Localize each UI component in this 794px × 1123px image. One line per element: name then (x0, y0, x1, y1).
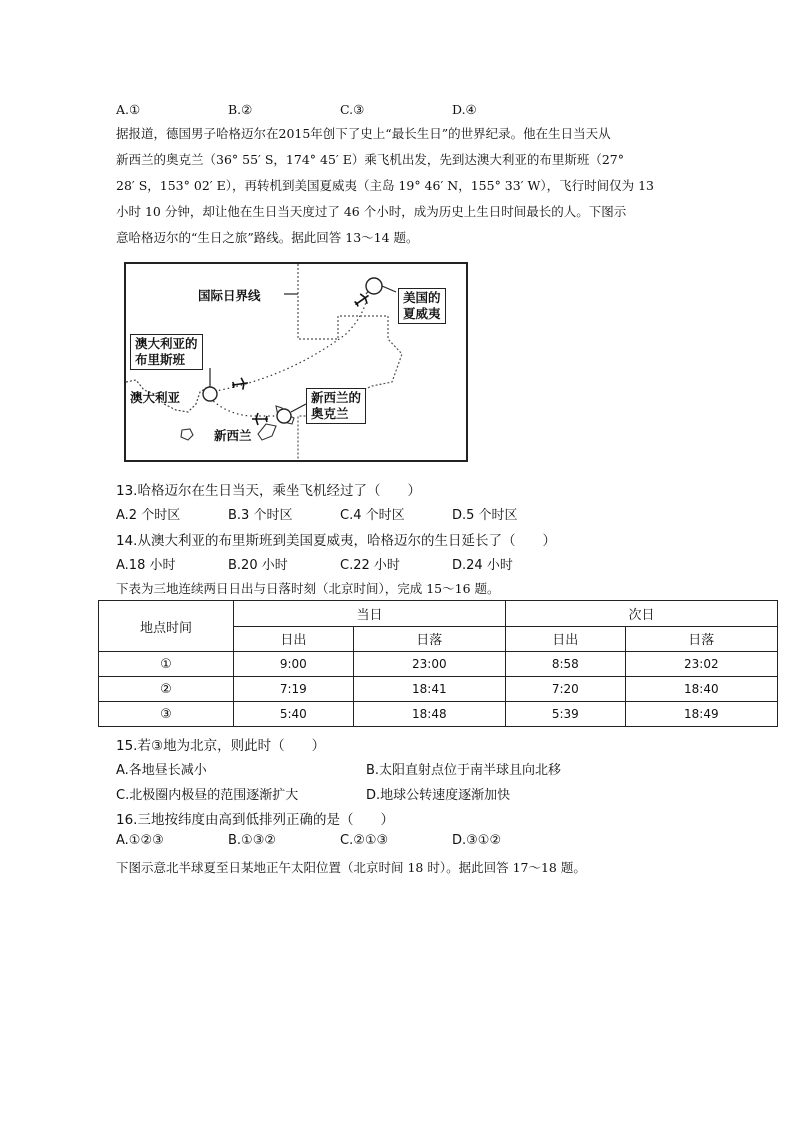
q14-option-b[interactable]: B.20 小时 (228, 558, 288, 573)
date-line (298, 264, 402, 462)
time-cell: 7:19 (234, 677, 354, 702)
auckland-marker (277, 409, 291, 423)
passage-line: 小时 10 分钟，却让他在生日当天度过了 46 个小时，成为历史上生日时间最长的人。下图示 (116, 204, 627, 219)
brisbane-label-line: 布里斯班 (135, 352, 186, 367)
header-sunrise-day1: 日出 (234, 626, 354, 652)
hawaii-leader (382, 286, 396, 292)
place-cell: ② (99, 677, 234, 702)
q13-option-b[interactable]: B.3 个时区 (228, 508, 293, 523)
route-map (124, 262, 468, 462)
q15-option-c[interactable]: C.北极圈内极昼的范围逐渐扩大 (116, 788, 299, 803)
q15-stem: 15.若③地为北京，则此时（ ） (116, 738, 326, 754)
auckland-leader (291, 404, 306, 412)
header-day2: 次日 (505, 601, 777, 627)
time-cell: 23:00 (353, 652, 505, 677)
q14-option-a[interactable]: A.18 小时 (116, 558, 176, 573)
q16-option-c[interactable]: C.②①③ (340, 833, 389, 848)
q16-option-d[interactable]: D.③①② (452, 833, 502, 848)
brisbane-marker (203, 387, 217, 401)
q16-option-b[interactable]: B.①③② (228, 833, 277, 848)
airplane-icon (352, 290, 372, 309)
table-row (99, 702, 778, 727)
table-intro: 下表为三地连续两日日出与日落时刻（北京时间），完成 15～16 题。 (116, 581, 500, 596)
table-row (99, 652, 778, 677)
time-cell: 7:20 (505, 677, 625, 702)
brisbane-label-line: 澳大利亚的 (135, 336, 198, 351)
q14-option-c[interactable]: C.22 小时 (340, 558, 400, 573)
hawaii-label-box (398, 288, 446, 324)
time-cell: 18:49 (625, 702, 777, 727)
route-auckland-brisbane (210, 398, 276, 416)
place-cell: ③ (99, 702, 234, 727)
q14-options (116, 554, 716, 573)
time-cell: 23:02 (625, 652, 777, 677)
header-sunset-day2: 日落 (625, 626, 777, 652)
time-cell: 18:40 (625, 677, 777, 702)
q12-option-c[interactable]: C.③ (340, 102, 365, 117)
sunrise-sunset-table (98, 600, 778, 727)
header-sunrise-day2: 日出 (505, 626, 625, 652)
passage-line: 新西兰的奥克兰（36° 55′ S，174° 45′ E）乘飞机出发，先到达澳大利亚的布里斯班（27° (116, 152, 624, 167)
passage-solstice: 下图示意北半球夏至日某地正午太阳位置（北京时间 18 时）。据此回答 17～18 题。 (116, 860, 586, 875)
auckland-label-line: 新西兰的 (311, 390, 362, 405)
hawaii-marker (366, 278, 382, 294)
table-corner-cell: 地点时间 (99, 601, 234, 652)
header-sunset-day1: 日落 (353, 626, 505, 652)
table-row (99, 677, 778, 702)
q13-stem: 13.哈格迈尔在生日当天，乘坐飞机经过了（ ） (116, 483, 421, 499)
q13-options (116, 504, 716, 523)
q15-option-d[interactable]: D.地球公转速度逐渐加快 (366, 788, 511, 803)
time-cell: 5:39 (505, 702, 625, 727)
time-cell: 5:40 (234, 702, 354, 727)
passage-line: 据报道，德国男子哈格迈尔在2015年创下了史上“最长生日”的世界纪录。他在生日当天从 (116, 126, 611, 141)
passage-line: 28′ S，153° 02′ E），再转机到美国夏威夷（主岛 19° 46′ N，155° 33′ W），飞行时间仅为 13 (116, 178, 654, 193)
hawaii-label-line: 美国的 (403, 290, 441, 305)
hawaii-label-line: 夏威夷 (403, 306, 441, 321)
new-zealand-south-island (258, 424, 276, 440)
q13-option-a[interactable]: A.2 个时区 (116, 508, 181, 523)
q12-option-a[interactable]: A.① (116, 102, 141, 117)
auckland-label-line: 奥克兰 (311, 406, 349, 421)
passage-birthday-trip (116, 121, 696, 251)
q16-options (116, 833, 716, 848)
q16-stem: 16.三地按纬度由高到低排列正确的是（ ） (116, 812, 394, 828)
q12-options (116, 102, 676, 117)
q16-option-a[interactable]: A.①②③ (116, 833, 164, 848)
q12-option-d[interactable]: D.④ (452, 102, 477, 117)
time-cell: 8:58 (505, 652, 625, 677)
place-cell: ① (99, 652, 234, 677)
q13-option-d[interactable]: D.5 个时区 (452, 508, 518, 523)
time-cell: 18:48 (353, 702, 505, 727)
q15-option-b[interactable]: B.太阳直射点位于南半球且向北移 (366, 763, 562, 778)
airplane-icon (252, 413, 268, 425)
header-day1: 当日 (234, 601, 506, 627)
new-zealand-label: 新西兰 (214, 428, 252, 443)
table-header-row (99, 601, 778, 627)
q15-option-a[interactable]: A.各地昼长减小 (116, 763, 207, 778)
date-line-label: 国际日界线 (198, 288, 261, 303)
auckland-label-box (306, 388, 366, 424)
q13-option-c[interactable]: C.4 个时区 (340, 508, 405, 523)
time-cell: 9:00 (234, 652, 354, 677)
route-brisbane-hawaii (210, 302, 366, 392)
time-cell: 18:41 (353, 677, 505, 702)
q14-option-d[interactable]: D.24 小时 (452, 558, 513, 573)
brisbane-label-box (130, 334, 203, 370)
q12-option-b[interactable]: B.② (228, 102, 253, 117)
q14-stem: 14.从澳大利亚的布里斯班到美国夏威夷，哈格迈尔的生日延长了（ ） (116, 533, 556, 549)
tasmania-island (181, 429, 193, 440)
passage-line: 意哈格迈尔的“生日之旅”路线。据此回答 13～14 题。 (116, 230, 419, 245)
australia-label: 澳大利亚 (130, 390, 181, 405)
